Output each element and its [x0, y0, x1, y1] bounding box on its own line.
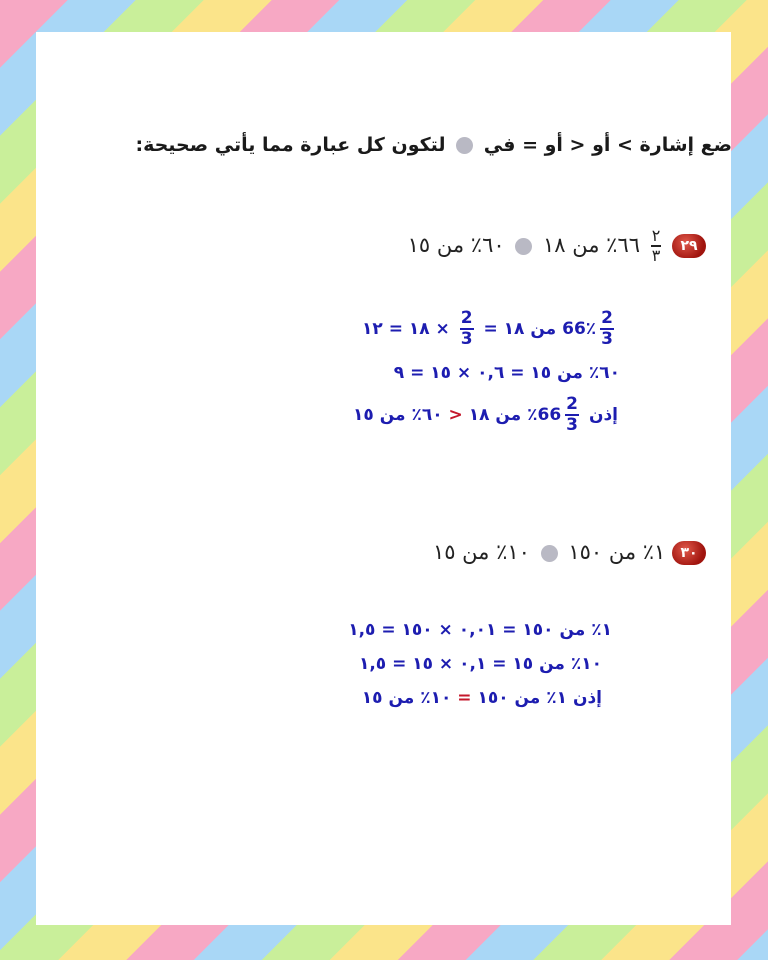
fraction-two-thirds	[460, 310, 474, 348]
comparison-dot-icon	[541, 545, 558, 562]
fraction-numerator: ٢	[651, 226, 661, 245]
conclusion-prefix: إذن	[572, 688, 602, 708]
solution-30-line-2: ١٠٪ من ١٥ = ٠,١ × ١٥ = ١,٥	[358, 654, 602, 674]
question-number-badge: ٢٩	[672, 234, 706, 258]
expression-left: ٦٦٪ من ١٨	[543, 233, 641, 257]
placeholder-dot-icon	[456, 137, 473, 154]
fraction-numerator: 2	[460, 308, 473, 328]
instruction-part2: لتكون كل عبارة مما يأتي صحيحة:	[135, 134, 446, 156]
instruction-text	[132, 134, 732, 156]
expression-right: ٦٠٪ من ١٥	[407, 233, 505, 257]
comparison-dot-icon	[515, 238, 532, 255]
conclusion-right: ١٠٪ من ١٥	[361, 688, 452, 708]
instruction-part1: ضع إشارة > أو < أو = في	[483, 134, 732, 156]
solution-29-line-1	[362, 310, 618, 348]
conclusion-left: 66٪ من ١٨	[468, 405, 562, 425]
fraction-two-thirds	[651, 228, 662, 264]
fraction-two-thirds	[600, 310, 614, 348]
solution-30-line-1: ١٪ من ١٥٠ = ٠,٠١ × ١٥٠ = ١,٥	[348, 620, 612, 640]
conclusion-prefix: إذن	[588, 405, 618, 425]
fraction-denominator: 3	[460, 329, 473, 349]
conclusion-right: ٦٠٪ من ١٥	[353, 405, 443, 425]
solution-text: × ١٨ = ١٢	[362, 319, 450, 339]
expression-left: ١٪ من ١٥٠	[568, 540, 666, 564]
comparison-operator: =	[457, 688, 472, 708]
comparison-operator: <	[448, 405, 463, 425]
worksheet-card	[36, 32, 731, 925]
fraction-denominator: 3	[566, 415, 579, 435]
fraction-numerator: 2	[566, 394, 579, 414]
question-number-badge: ٣٠	[672, 541, 706, 565]
solution-29-line-3	[353, 396, 618, 434]
fraction-numerator: 2	[601, 308, 613, 328]
solution-30-line-3	[362, 688, 602, 708]
expression-right: ١٠٪ من ١٥	[432, 540, 530, 564]
fraction-denominator: 3	[601, 329, 613, 349]
question-29	[266, 228, 706, 264]
fraction-denominator: ٣	[651, 246, 661, 265]
solution-29-line-2: ٦٠٪ من ١٥ = ٠,٦ × ١٥ = ٩	[393, 363, 620, 383]
conclusion-left: ١٪ من ١٥٠	[477, 688, 568, 708]
fraction-two-thirds	[565, 396, 579, 434]
question-30	[266, 540, 706, 565]
solution-text: 66٪ من ١٨ =	[483, 319, 597, 339]
